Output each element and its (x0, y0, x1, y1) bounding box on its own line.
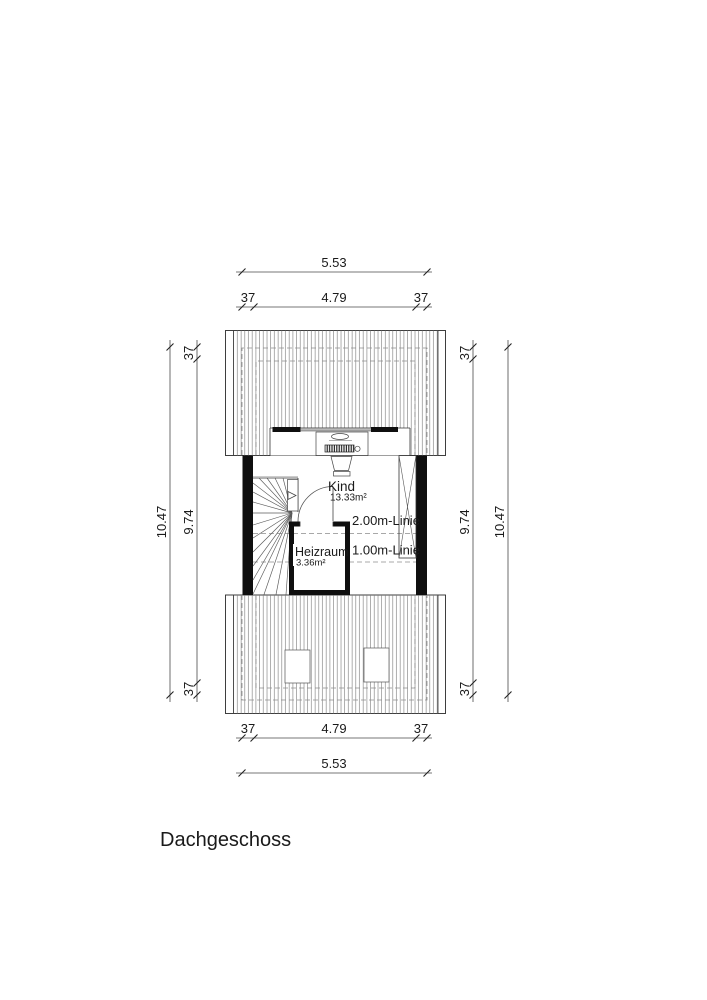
dormer-window (300, 428, 372, 431)
roof-window-right (364, 648, 389, 682)
dim-left-37-bottom: 37 (181, 681, 196, 697)
dimension-top (236, 255, 432, 311)
dim-top-total: 5.53 (321, 255, 347, 270)
dim-right-total: 10.47 (492, 505, 507, 539)
room-area-kind: 13.33m² (330, 492, 367, 504)
dim-bottom-37-right: 37 (413, 721, 429, 736)
radiator-valve-icon (355, 446, 360, 451)
bottom-roof-hatch (226, 595, 446, 714)
dim-top-37-left: 37 (240, 290, 256, 305)
stair-treads (253, 478, 292, 595)
dim-right-37-top: 37 (457, 345, 472, 361)
stool-icon (331, 457, 352, 477)
dimension-right (457, 340, 512, 702)
roof-window-left (285, 650, 310, 683)
label-2m-linie: 2.00m-Linie (352, 513, 420, 528)
plan-title: Dachgeschoss (160, 829, 292, 851)
room-label-kind: Kind (328, 479, 356, 494)
dim-left-total: 10.47 (154, 505, 169, 539)
dimension-bottom (236, 721, 432, 777)
label-1m-linie: 1.00m-Linie (352, 542, 420, 558)
dim-bottom-total: 5.53 (321, 756, 347, 771)
left-wall (243, 456, 254, 596)
radiator-icon (325, 445, 354, 452)
dim-left-974: 9.74 (181, 509, 196, 535)
dormer-wall-left (273, 427, 301, 432)
dimension-left (154, 340, 201, 702)
dim-right-37-bottom: 37 (457, 681, 472, 697)
dormer-niche (270, 427, 410, 456)
dim-left-37-top: 37 (181, 345, 196, 361)
washbasin-icon (332, 434, 349, 440)
dim-bottom-37-left: 37 (240, 721, 256, 736)
room-area-heizraum: 3.36m² (296, 557, 326, 569)
dim-top-37-right: 37 (413, 290, 429, 305)
dim-top-479: 4.79 (321, 290, 347, 305)
room-label-heizraum: Heizraum (295, 545, 349, 559)
floor-area (243, 456, 428, 596)
dim-right-974: 9.74 (457, 509, 472, 535)
dim-bottom-479: 4.79 (321, 721, 347, 736)
dormer-wall-right (371, 427, 398, 432)
top-roof-hatch (226, 331, 446, 456)
